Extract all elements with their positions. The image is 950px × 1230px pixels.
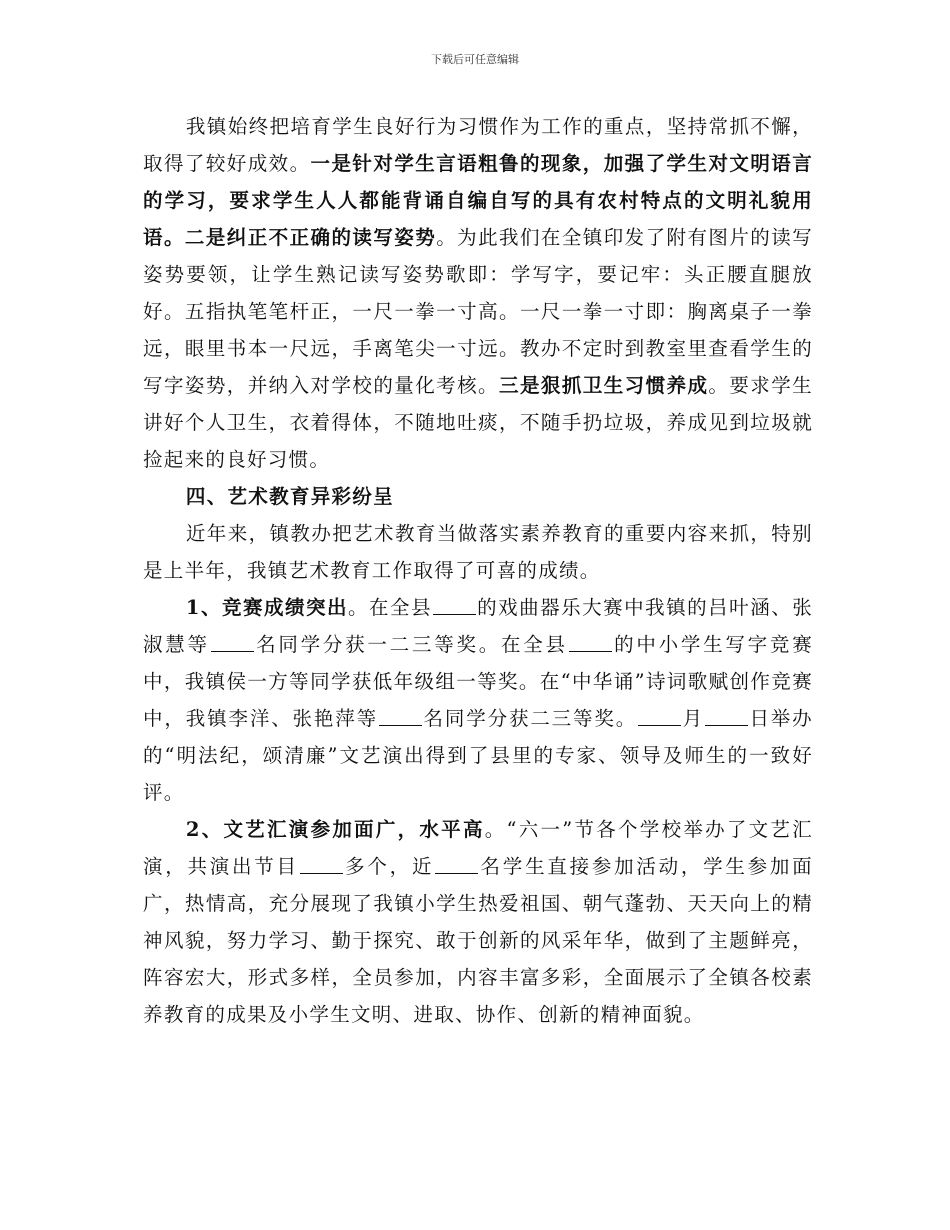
paragraph-text: 日举办的“明法纪，颂清廉”文艺演出得到了县里的专家、领导及师生的一致好评。 — [143, 707, 813, 804]
paragraph-text: 名学生直接参加活动，学生参加面广，热情高，充分展现了我镇小学生热爱祖国、朝气蓬勃、天天向上的精神风貌，努力学习、勤于探究、敢于创新的风采年华，做到了主题鲜亮，阵容宏大，形式多样，全员参加，内容丰富多彩，全面展示了全镇各校素养教育的成果及小学生文明、进取、协作、创新的精神面貌。 — [143, 855, 813, 1026]
bold-point-one-two: 一是针对学生言语粗鲁的现象，加强了学生对文明语言的学习，要求学生人人都能背诵自编自写的具有农村特点的文明礼貌用语。二是纠正不正确的读写姿势 — [143, 152, 814, 249]
document-body — [143, 108, 813, 1033]
blank-underline — [435, 854, 478, 874]
paragraph-text: 我镇始终把培育学生良好行为习惯作为工作的重点，坚持常抓不懈，取得了较好成效。 — [143, 115, 813, 175]
blank-underline — [705, 706, 748, 726]
paragraph-art-intro: 近年来，镇教办把艺术教育当做落实素养教育的重要内容来抓，特别是上半年，我镇艺术教育工作取得了可喜的成绩。 — [143, 522, 813, 582]
paragraph-text: 的戏曲器乐大赛中我镇的吕叶涵、张淑慧等 — [143, 596, 813, 656]
blank-underline — [379, 706, 422, 726]
paragraph-text: 多个，近 — [343, 855, 435, 878]
blank-underline — [638, 706, 681, 726]
paragraph-art-performance — [143, 811, 813, 1033]
paragraph-text: 月 — [682, 707, 704, 730]
paragraph-text: 的中小学生写字竞赛中，我镇侯一方等同学获低年级组一等奖。在“中华诵”诗词歌赋创作竞赛中，我镇李洋、张艳萍等 — [143, 633, 813, 730]
blank-underline — [211, 632, 254, 652]
paragraph-competition-results — [143, 589, 813, 811]
paragraph-behavior-habits — [143, 108, 813, 478]
paragraph-text: 名同学分获二三等奖。 — [422, 707, 638, 730]
item-title-performance: 2、文艺汇演参加面广，水平高 — [185, 818, 485, 841]
item-title-competition: 1、竞赛成绩突出 — [185, 596, 348, 619]
blank-underline — [569, 632, 612, 652]
paragraph-text: 。为此我们在全镇印发了附有图片的读写姿势要领，让学生熟记读写姿势歌即：学写字，要记牢：头正腰直腿放好。五指执笔笔杆正，一尺一拳一寸高。一尺一拳一寸即：胸离桌子一拳远，眼里书本一尺远，手离笔尖一寸远。教办不定时到教室里查看学生的写字姿势，并纳入对学校的量化考核。 — [143, 226, 813, 397]
blank-underline — [433, 595, 476, 615]
paragraph-text: 。要求学生讲好个人卫生，衣着得体，不随地吐痰，不随手扔垃圾，养成见到垃圾就捡起来的良好习惯。 — [143, 374, 813, 471]
page-header: 下载后可任意编辑 — [431, 53, 519, 66]
paragraph-text: 。在全县 — [348, 596, 433, 619]
blank-underline — [300, 854, 343, 874]
paragraph-text: 名同学分获一二三等奖。在全县 — [254, 633, 568, 656]
section-heading-art-education: 四、艺术教育异彩纷呈 — [185, 485, 394, 508]
bold-point-three: 三是狠抓卫生习惯养成 — [499, 374, 709, 397]
paragraph-text: 。“六一”节各个学校举办了文艺汇演，共演出节目 — [143, 818, 813, 878]
